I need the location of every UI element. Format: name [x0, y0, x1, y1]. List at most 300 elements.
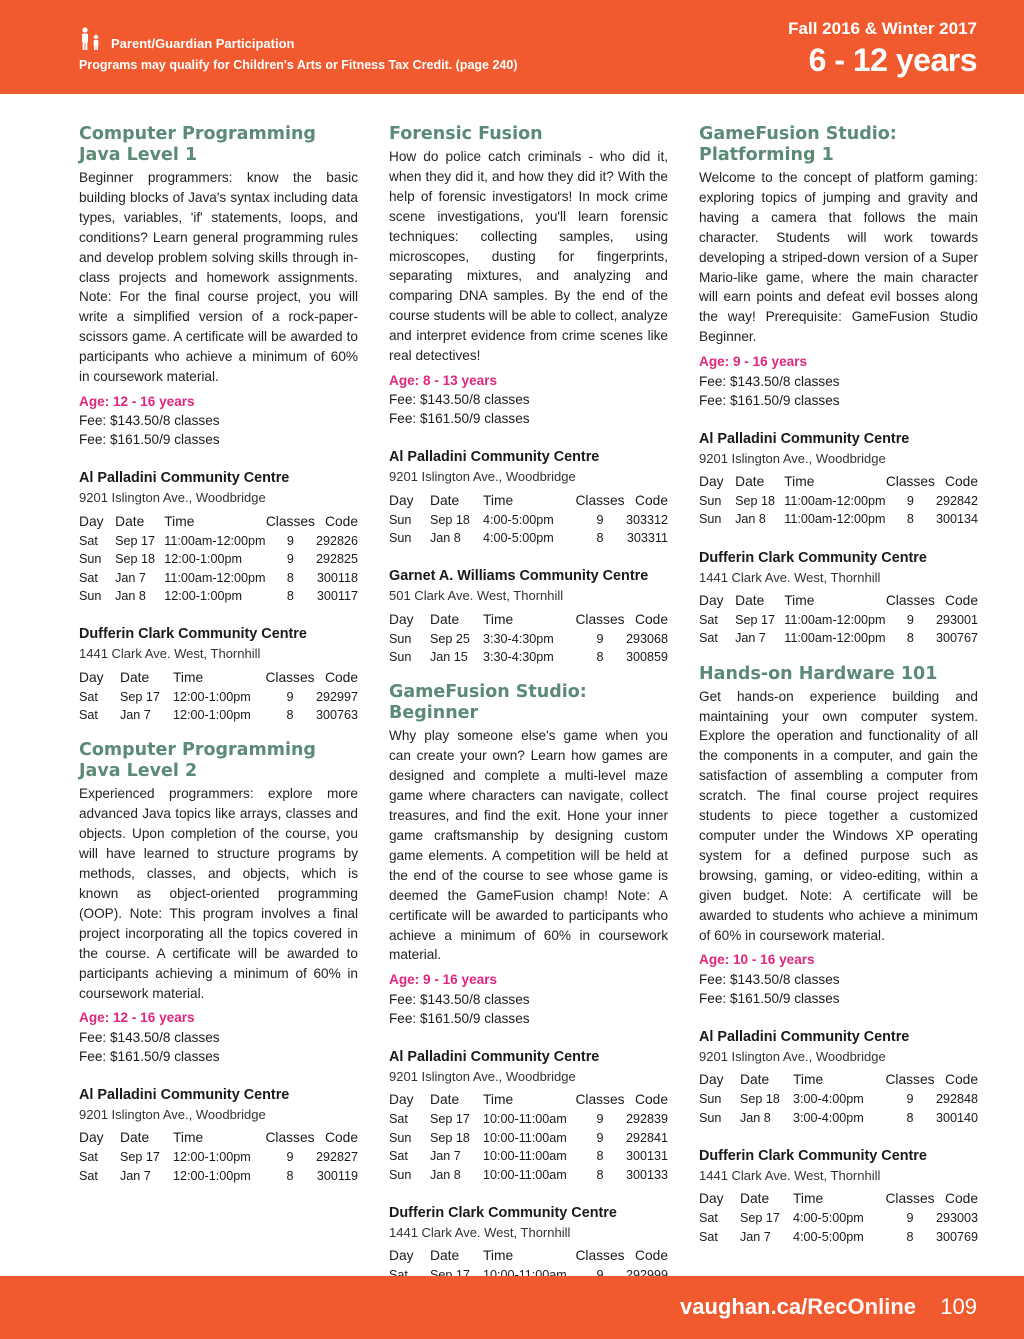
venue-block [389, 447, 668, 547]
cell-code: 292997 [315, 689, 358, 704]
venue-block [389, 566, 668, 666]
cell-day: Sun [699, 1110, 722, 1125]
venue-address: 9201 Islington Ave., Woodbridge [699, 1048, 886, 1064]
header-classes: Classes [575, 1248, 625, 1264]
header-time: Time [483, 1092, 514, 1108]
course-title: Computer Programming Java Level 1 [79, 124, 316, 165]
cell-time: 12:00-1:00pm [164, 589, 242, 604]
header-code: Code [635, 492, 668, 508]
header-date: Date [430, 492, 460, 508]
course-title: Computer Programming Java Level 2 [79, 740, 316, 782]
column-3 [699, 124, 978, 1246]
age-range-title: 6 - 12 years [808, 42, 977, 78]
table-row [79, 568, 358, 587]
header-classes: Classes [265, 1130, 315, 1146]
header-classes: Classes [265, 513, 315, 529]
cell-code: 292841 [625, 1130, 668, 1145]
cell-date: Jan 8 [430, 1167, 461, 1182]
table-row [79, 531, 358, 550]
venue-address: 9201 Islington Ave., Woodbridge [699, 450, 886, 466]
fee-line: Fee: $161.50/9 classes [699, 392, 840, 408]
schedule-table [389, 1090, 668, 1184]
venue-name: Al Palladini Community Centre [389, 449, 600, 466]
cell-classes: 9 [906, 1211, 914, 1226]
table-row [389, 1128, 668, 1147]
cell-classes: 9 [286, 552, 294, 567]
table-row [699, 492, 978, 511]
cell-time: 4:00-5:00pm [483, 512, 554, 527]
table-row [79, 587, 358, 606]
schedule-header-row [389, 490, 668, 510]
cell-day: Sun [389, 531, 412, 546]
cell-date: Sep 18 [115, 552, 156, 567]
cell-classes: 9 [596, 631, 604, 646]
header-date: Date [735, 474, 765, 490]
age-requirement: Age: 9 - 16 years [389, 972, 498, 988]
table-row [79, 550, 358, 569]
cell-code: 293001 [935, 612, 978, 627]
header-day: Day [699, 1191, 724, 1207]
cell-classes: 8 [596, 1149, 604, 1164]
cell-code: 300769 [935, 1229, 978, 1244]
venue-address: 9201 Islington Ave., Woodbridge [79, 490, 266, 506]
fee-line: Fee: $143.50/8 classes [389, 392, 530, 408]
header-time: Time [784, 593, 815, 609]
cell-code: 300117 [316, 589, 358, 604]
cell-time: 10:00-11:00am [483, 1167, 567, 1182]
schedule-header-row [389, 609, 668, 629]
venue-name: Al Palladini Community Centre [389, 1048, 600, 1065]
cell-time: 11:00am-12:00pm [164, 533, 266, 548]
cell-date: Jan 7 [735, 631, 766, 646]
cell-day: Sun [699, 1092, 722, 1107]
header-code: Code [325, 1130, 358, 1146]
cell-time: 4:00-5:00pm [483, 531, 554, 546]
cell-classes: 9 [596, 1130, 604, 1145]
table-row [389, 1165, 668, 1184]
age-requirement: Age: 8 - 13 years [389, 372, 498, 388]
cell-date: Sep 17 [120, 689, 160, 704]
course-title: Hands-on Hardware 101 [699, 663, 938, 684]
venue-name: Garnet A. Williams Community Centre [389, 568, 649, 585]
venue-block [699, 548, 978, 648]
cell-day: Sat [79, 708, 98, 723]
cell-code: 300140 [935, 1110, 978, 1125]
header-date: Date [120, 1130, 150, 1146]
family-icon [79, 27, 103, 51]
age-requirement: Age: 10 - 16 years [699, 952, 815, 968]
header-time: Time [793, 1072, 824, 1088]
venue-name: Dufferin Clark Community Centre [699, 549, 927, 566]
cell-day: Sat [79, 1168, 98, 1183]
cell-date: Sep 18 [430, 1130, 470, 1145]
cell-day: Sat [699, 631, 718, 646]
cell-day: Sat [79, 689, 98, 704]
venue-address: 9201 Islington Ave., Woodbridge [79, 1106, 266, 1122]
venue-name: Dufferin Clark Community Centre [389, 1204, 617, 1221]
schedule-header-row [79, 511, 358, 531]
header-classes: Classes [885, 474, 935, 490]
cell-day: Sun [389, 512, 412, 527]
cell-classes: 9 [596, 1112, 604, 1127]
column-2 [389, 124, 668, 1303]
venue-block [79, 1085, 358, 1185]
table-row [79, 1148, 358, 1167]
cell-day: Sun [389, 1167, 412, 1182]
course-description: Experienced programmers: explore more advanced Java topics like arrays, classes and objects. Upon completion of the course, you will have learned to structure programs by methods, classes, and objects, which is known as object-oriented programming (OOP). Note: This program involves a final project incorporating all the topics covered in the course. A certificate will be awarded to participants achieving a minimum of 60% in coursework material. [79, 786, 358, 1001]
schedule-table [79, 511, 358, 605]
age-requirement: Age: 12 - 16 years [79, 1010, 195, 1026]
header-code: Code [945, 474, 978, 490]
footer-bar [0, 1276, 1024, 1339]
course-description: Get hands-on experience building and maintaining your own computer system. Explore the operation and functionality of all the components in a computer, and gain the satisfaction of assembling a computer from scratch. The final course project requires students to piece together a customized computer under the Windows XP operating system for a defined purpose such as browsing, gaming, or video-editing, within a given budget. Note: A certificate will be awarded to students who achieve a minimum of 60% in coursework material. [699, 688, 978, 943]
header-day: Day [389, 1092, 414, 1108]
fee-line: Fee: $161.50/9 classes [79, 1048, 220, 1064]
fee-line: Fee: $161.50/9 classes [389, 411, 530, 427]
course-section [79, 740, 358, 1184]
cell-time: 12:00-1:00pm [164, 552, 242, 567]
course-title: GameFusion Studio: Beginner [389, 682, 587, 724]
venue-block [79, 468, 358, 605]
cell-day: Sun [79, 552, 102, 567]
cell-code: 300133 [625, 1167, 668, 1182]
schedule-table [389, 609, 668, 666]
cell-time: 11:00am-12:00pm [784, 612, 886, 627]
header-time: Time [483, 492, 514, 508]
header-code: Code [945, 1072, 978, 1088]
cell-classes: 9 [286, 533, 294, 548]
cell-classes: 8 [906, 631, 914, 646]
table-row [389, 510, 668, 529]
cell-date: Jan 7 [120, 1168, 151, 1183]
cell-classes: 9 [906, 493, 914, 508]
cell-date: Sep 18 [430, 512, 470, 527]
footer-url[interactable] [680, 1294, 916, 1320]
venue-address: 501 Clark Ave. West, Thornhill [389, 588, 564, 604]
venue-block [389, 1047, 668, 1184]
cell-time: 12:00-1:00pm [173, 1168, 251, 1183]
cell-time: 11:00am-12:00pm [784, 512, 886, 527]
course-section [699, 124, 978, 648]
header-day: Day [699, 593, 724, 609]
cell-day: Sun [389, 650, 412, 665]
cell-classes: 8 [906, 512, 914, 527]
course-description: How do police catch criminals - who did it, when they did it, and how they did it? With the help of forensic investigators! In mock crime scene investigations, you'll learn forensic techniques: collecting samples, using microscopes, dusting for fingerprints, separating mixtures, and analyzing and comparing DNA samples. By the end of the course students will be able to collect, analyze and interpret evidence from crime scenes like real detectives! [389, 149, 668, 364]
table-row [389, 1110, 668, 1129]
header-code: Code [325, 669, 358, 685]
course-description: Why play someone else's game when you can create your own? Learn how games are designed and complete a multi-level maze game where characters can navigate, collect treasures, and find the exit. Hone your inner game craftsmanship by designing custom game elements. A competition will be held at the end of the course to see whose game is deemed the GameFusion champ! Note: A certificate will be awarded to participants who achieve a minimum of 60% in coursework material. [389, 728, 668, 963]
cell-time: 4:00-5:00pm [793, 1211, 864, 1226]
cell-day: Sat [79, 570, 98, 585]
cell-date: Sep 17 [120, 1150, 160, 1165]
header-date: Date [115, 513, 145, 529]
fee-line: Fee: $143.50/8 classes [79, 413, 220, 429]
cell-date: Sep 18 [735, 493, 776, 508]
table-row [699, 510, 978, 529]
cell-time: 3:00-4:00pm [793, 1092, 864, 1107]
cell-time: 3:30-4:30pm [483, 650, 554, 665]
cell-date: Sep 17 [115, 533, 156, 548]
cell-time: 3:00-4:00pm [793, 1110, 864, 1125]
header-time: Time [173, 1130, 204, 1146]
table-row [79, 706, 358, 725]
schedule-header-row [79, 1128, 358, 1148]
header-date: Date [120, 669, 150, 685]
fee-line: Fee: $161.50/9 classes [389, 1010, 530, 1026]
cell-code: 292839 [625, 1112, 668, 1127]
cell-code: 303312 [625, 512, 668, 527]
table-row [699, 1209, 978, 1228]
course-title: Forensic Fusion [389, 124, 543, 144]
cell-time: 4:00-5:00pm [793, 1229, 864, 1244]
cell-time: 10:00-11:00am [483, 1112, 567, 1127]
schedule-header-row [699, 1070, 978, 1090]
cell-time: 12:00-1:00pm [173, 708, 251, 723]
cell-code: 303311 [626, 531, 668, 546]
cell-time: 11:00am-12:00pm [164, 570, 266, 585]
venue-block [699, 429, 978, 529]
header-code: Code [325, 513, 358, 529]
cell-day: Sat [699, 612, 718, 627]
cell-date: Jan 15 [430, 650, 468, 665]
header-day: Day [699, 474, 724, 490]
header-classes: Classes [885, 1072, 935, 1088]
table-row [79, 1166, 358, 1185]
table-row [389, 1147, 668, 1166]
table-row [699, 1227, 978, 1246]
cell-time: 10:00-11:00am [483, 1130, 567, 1145]
cell-day: Sat [389, 1149, 408, 1164]
cell-time: 11:00am-12:00pm [784, 631, 886, 646]
cell-code: 300763 [315, 708, 358, 723]
footer-url-suffix: RecOnline [807, 1294, 916, 1319]
cell-code: 300767 [935, 631, 978, 646]
course-description: Beginner programmers: know the basic building blocks of Java's syntax including data types, variables, 'if' statements, loops, and conditions? Learn general programming rules and develop problem solving skills through in-class projects and homework assignments. Note: For the final course project, you will write a simplified version of a rock-paper-scissors game. A certificate will be awarded to participants who achieve a minimum of 60% in coursework material. [79, 170, 358, 385]
cell-classes: 9 [286, 1150, 294, 1165]
header-code: Code [635, 1092, 668, 1108]
cell-classes: 9 [596, 512, 604, 527]
table-row [699, 611, 978, 630]
schedule-table [699, 591, 978, 648]
cell-date: Jan 8 [740, 1110, 771, 1125]
page-number: 109 [940, 1294, 977, 1319]
venue-address: 9201 Islington Ave., Woodbridge [389, 1068, 576, 1084]
table-row [389, 529, 668, 548]
cell-time: 12:00-1:00pm [173, 689, 251, 704]
header-classes: Classes [575, 492, 625, 508]
schedule-table [699, 1189, 978, 1246]
season-label: Fall 2016 & Winter 2017 [788, 19, 977, 38]
header-day: Day [389, 492, 414, 508]
cell-date: Sep 17 [430, 1112, 470, 1127]
fee-line: Fee: $143.50/8 classes [699, 971, 840, 987]
venue-address: 1441 Clark Ave. West, Thornhill [389, 1224, 571, 1240]
cell-day: Sat [79, 533, 98, 548]
header-time: Time [483, 611, 514, 627]
venue-block [699, 1146, 978, 1246]
cell-date: Jan 8 [735, 512, 766, 527]
tax-credit-note: Programs may qualify for Children's Arts or Fitness Tax Credit. (page 240) [79, 58, 518, 72]
venue-address: 1441 Clark Ave. West, Thornhill [699, 1167, 881, 1183]
header-date: Date [740, 1191, 770, 1207]
header-time: Time [784, 474, 815, 490]
cell-code: 292825 [315, 552, 358, 567]
cell-classes: 8 [596, 650, 604, 665]
cell-code: 300134 [935, 512, 978, 527]
course-section [389, 124, 668, 666]
schedule-header-row [79, 667, 358, 687]
course-section [699, 664, 978, 1246]
cell-date: Sep 17 [740, 1211, 780, 1226]
cell-code: 300118 [316, 570, 358, 585]
cell-date: Jan 8 [115, 589, 146, 604]
fee-line: Fee: $143.50/8 classes [79, 1029, 220, 1045]
header-date: Date [740, 1072, 770, 1088]
cell-classes: 8 [596, 1167, 604, 1182]
schedule-header-row [389, 1090, 668, 1110]
cell-classes: 8 [906, 1229, 914, 1244]
header-code: Code [635, 1248, 668, 1264]
table-row [699, 629, 978, 648]
schedule-table [389, 490, 668, 547]
table-row [699, 1108, 978, 1127]
header-day: Day [79, 1130, 104, 1146]
cell-day: Sat [79, 1150, 98, 1165]
schedule-header-row [389, 1246, 668, 1266]
venue-name: Al Palladini Community Centre [79, 470, 290, 487]
cell-code: 292827 [315, 1150, 358, 1165]
cell-time: 10:00-11:00am [483, 1149, 567, 1164]
cell-code: 292826 [315, 533, 358, 548]
cell-code: 293003 [935, 1211, 978, 1226]
venue-block [699, 1027, 978, 1127]
cell-classes: 9 [286, 689, 294, 704]
schedule-header-row [699, 1189, 978, 1209]
fee-line: Fee: $143.50/8 classes [389, 991, 530, 1007]
header-classes: Classes [575, 611, 625, 627]
footer-url-prefix: vaughan.ca/ [680, 1294, 808, 1319]
cell-classes: 9 [906, 1092, 914, 1107]
header-date: Date [430, 611, 460, 627]
header-classes: Classes [885, 593, 935, 609]
header-day: Day [79, 513, 104, 529]
table-row [389, 648, 668, 667]
cell-code: 300131 [625, 1149, 668, 1164]
header-date: Date [735, 593, 765, 609]
header-time: Time [173, 669, 204, 685]
schedule-table [699, 1070, 978, 1127]
header-code: Code [945, 1191, 978, 1207]
cell-classes: 8 [286, 589, 294, 604]
venue-name: Al Palladini Community Centre [79, 1086, 290, 1103]
cell-day: Sun [699, 512, 722, 527]
schedule-table [79, 667, 358, 724]
cell-day: Sun [699, 493, 722, 508]
header-classes: Classes [575, 1092, 625, 1108]
cell-day: Sat [389, 1112, 408, 1127]
course-section [389, 682, 668, 1302]
cell-day: Sun [79, 589, 102, 604]
header-day: Day [79, 669, 104, 685]
cell-classes: 9 [906, 612, 914, 627]
table-row [79, 687, 358, 706]
header-bar [0, 0, 1024, 94]
cell-date: Sep 25 [430, 631, 470, 646]
cell-date: Sep 18 [740, 1092, 780, 1107]
cell-date: Jan 7 [430, 1149, 461, 1164]
header-date: Date [430, 1092, 460, 1108]
fee-line: Fee: $143.50/8 classes [699, 373, 840, 389]
course-title: GameFusion Studio: Platforming 1 [699, 124, 897, 165]
column-1 [79, 124, 358, 1185]
participation-label: Parent/Guardian Participation [111, 36, 295, 51]
age-requirement: Age: 12 - 16 years [79, 393, 195, 409]
header-code: Code [945, 593, 978, 609]
venue-block [79, 624, 358, 724]
course-description: Welcome to the concept of platform gaming: exploring topics of jumping and gravity and having a camera that follows the main character. Students will work towards developing a striped-down version of a Super Mario-like game, where the main character will earn points and defeat evil bosses along the way! Prerequisite: GameFusion Studio Beginner. [699, 170, 978, 345]
cell-code: 292848 [935, 1092, 978, 1107]
header-code: Code [635, 611, 668, 627]
cell-classes: 8 [286, 708, 294, 723]
fee-line: Fee: $161.50/9 classes [699, 990, 840, 1006]
cell-date: Jan 8 [430, 531, 461, 546]
fee-line: Fee: $161.50/9 classes [79, 432, 220, 448]
cell-code: 292842 [935, 493, 978, 508]
header-day: Day [389, 611, 414, 627]
cell-day: Sat [699, 1211, 718, 1226]
cell-day: Sun [389, 1130, 412, 1145]
cell-date: Jan 7 [115, 570, 146, 585]
cell-code: 300859 [625, 650, 668, 665]
header-classes: Classes [885, 1191, 935, 1207]
schedule-table [79, 1128, 358, 1185]
cell-classes: 8 [906, 1110, 914, 1125]
cell-classes: 8 [596, 531, 604, 546]
venue-name: Al Palladini Community Centre [699, 430, 910, 447]
venue-address: 1441 Clark Ave. West, Thornhill [699, 569, 881, 585]
header-time: Time [483, 1248, 514, 1264]
header-day: Day [699, 1072, 724, 1088]
cell-classes: 8 [286, 570, 294, 585]
schedule-header-row [699, 591, 978, 611]
header-time: Time [164, 513, 195, 529]
cell-code: 300119 [316, 1168, 358, 1183]
header-time: Time [793, 1191, 824, 1207]
venue-address: 9201 Islington Ave., Woodbridge [389, 469, 576, 485]
table-row [699, 1090, 978, 1109]
venue-address: 1441 Clark Ave. West, Thornhill [79, 646, 261, 662]
cell-day: Sun [389, 631, 412, 646]
cell-time: 11:00am-12:00pm [784, 493, 886, 508]
cell-time: 12:00-1:00pm [173, 1150, 251, 1165]
cell-date: Jan 7 [120, 708, 151, 723]
cell-code: 293068 [625, 631, 668, 646]
cell-day: Sat [699, 1229, 718, 1244]
venue-name: Dufferin Clark Community Centre [699, 1147, 927, 1164]
venue-name: Dufferin Clark Community Centre [79, 626, 307, 643]
cell-time: 3:30-4:30pm [483, 631, 554, 646]
header-classes: Classes [265, 669, 315, 685]
table-row [389, 629, 668, 648]
cell-date: Jan 7 [740, 1229, 771, 1244]
venue-name: Al Palladini Community Centre [699, 1028, 910, 1045]
header-date: Date [430, 1248, 460, 1264]
course-section [79, 124, 358, 724]
schedule-header-row [699, 472, 978, 492]
cell-classes: 8 [286, 1168, 294, 1183]
schedule-table [699, 472, 978, 529]
age-requirement: Age: 9 - 16 years [699, 354, 808, 370]
